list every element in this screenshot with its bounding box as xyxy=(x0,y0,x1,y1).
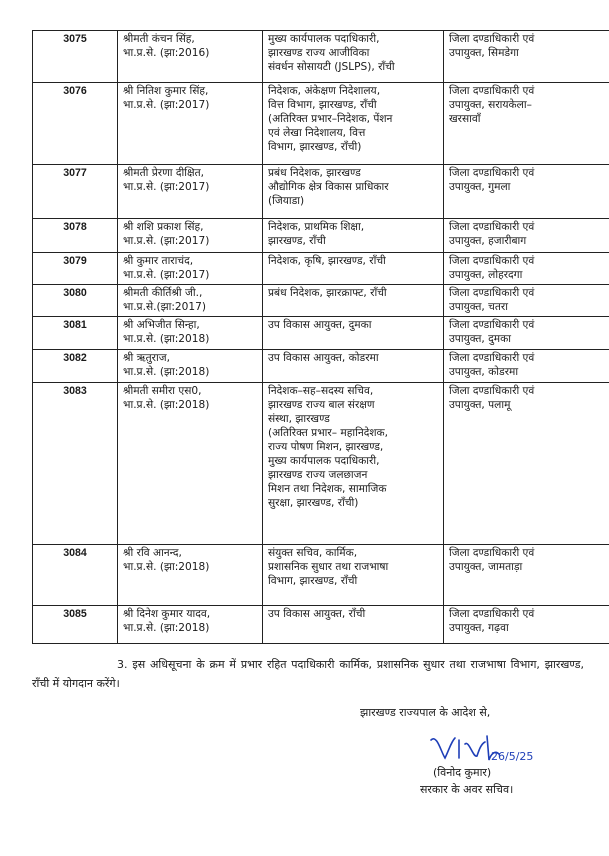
current-post-cell xyxy=(263,350,444,382)
table-row xyxy=(33,285,609,317)
new-posting: जिला दण्डाधिकारी एवं उपायुक्त, लोहरदगा xyxy=(449,255,535,282)
serial-number-cell xyxy=(33,83,118,165)
new-posting-cell xyxy=(444,605,609,643)
officer-name-cell xyxy=(118,350,263,382)
new-posting: जिला दण्डाधिकारी एवं उपायुक्त, गुमला xyxy=(449,167,535,194)
current-post-cell xyxy=(263,382,444,544)
officer-name: श्री शशि प्रकाश सिंह, भा.प्र.से. (झा:2017) xyxy=(123,221,210,248)
officer-name: श्री ऋतुराज, भा.प्र.से. (झा:2018) xyxy=(123,352,210,379)
new-posting-cell xyxy=(444,285,609,317)
paragraph-3: 3. इस अधिसूचना के क्रम में प्रभार रहित पदाधिकारी कार्मिक, प्रशासनिक सुधार तथा राजभाषा विभाग, झारखण्ड, राँची में योगदान करेंगे। xyxy=(32,658,584,690)
table-row xyxy=(33,544,609,605)
serial-number: 3081 xyxy=(63,319,87,332)
serial-number: 3079 xyxy=(63,255,87,267)
serial-number-cell xyxy=(33,165,118,219)
serial-number-cell xyxy=(33,285,118,317)
officer-name: श्री कुमार ताराचंद, भा.प्र.से. (झा:2017) xyxy=(123,255,210,282)
officer-name: श्री नितिश कुमार सिंह, भा.प्र.से. (झा:2017) xyxy=(123,85,210,112)
serial-number-cell xyxy=(33,317,118,350)
officer-name-cell xyxy=(118,253,263,285)
new-posting: जिला दण्डाधिकारी एवं उपायुक्त, गढ़वा xyxy=(449,607,535,634)
current-post: प्रबंध निदेशक, झारक्राफ्ट, राँची xyxy=(268,287,387,300)
signatory-name: (विनोद कुमार) xyxy=(433,766,492,779)
table-row xyxy=(33,83,609,165)
table-row xyxy=(33,317,609,350)
current-post: मुख्य कार्यपालक पदाधिकारी, झारखण्ड राज्य आजीविका संवर्धन सोसायटी (JSLPS), राँची xyxy=(268,33,395,74)
serial-number-cell xyxy=(33,219,118,253)
new-posting: जिला दण्डाधिकारी एवं उपायुक्त, पलामू xyxy=(449,384,535,411)
current-post-cell xyxy=(263,253,444,285)
new-posting-cell xyxy=(444,350,609,382)
serial-number-cell xyxy=(33,605,118,643)
serial-number: 3080 xyxy=(63,287,87,300)
transfer-table xyxy=(32,30,609,644)
serial-number: 3085 xyxy=(63,607,87,620)
new-posting-cell xyxy=(444,253,609,285)
officer-name-cell xyxy=(118,165,263,219)
current-post-cell xyxy=(263,544,444,605)
serial-number: 3078 xyxy=(63,221,87,233)
serial-number-cell xyxy=(33,253,118,285)
current-post: निदेशक, अंकेक्षण निदेशालय, वित्त विभाग, झारखण्ड, राँची (अतिरिक्त प्रभार–निदेशक, पेंशन एवं लेखा निदेशालय, वित्त विभाग, झारखण्ड, राँची) xyxy=(268,85,393,154)
signature-image xyxy=(425,730,545,768)
officer-name-cell xyxy=(118,317,263,350)
new-posting-cell xyxy=(444,165,609,219)
svg-text:26/5/25: 26/5/25 xyxy=(491,750,534,763)
current-post-cell xyxy=(263,31,444,83)
officer-name-cell xyxy=(118,544,263,605)
current-post: उप विकास आयुक्त, दुमका xyxy=(268,319,372,332)
new-posting-cell xyxy=(444,83,609,165)
table-row xyxy=(33,382,609,544)
current-post: संयुक्त सचिव, कार्मिक, प्रशासनिक सुधार तथा राजभाषा विभाग, झारखण्ड, राँची xyxy=(268,546,389,587)
governor-order-line: झारखण्ड राज्यपाल के आदेश से, xyxy=(360,706,491,719)
table-row xyxy=(33,165,609,219)
current-post-cell xyxy=(263,83,444,165)
new-posting-cell xyxy=(444,382,609,544)
officer-name: श्रीमती कीर्तिश्री जी., भा.प्र.से.(झा:2017) xyxy=(123,287,207,314)
new-posting: जिला दण्डाधिकारी एवं उपायुक्त, सिमडेगा xyxy=(449,33,535,60)
table-row xyxy=(33,31,609,83)
new-posting: जिला दण्डाधिकारी एवं उपायुक्त, सरायकेला– खरसावाँ xyxy=(449,85,535,126)
current-post: उप विकास आयुक्त, राँची xyxy=(268,607,366,620)
serial-number: 3084 xyxy=(63,546,87,559)
current-post-cell xyxy=(263,605,444,643)
officer-name-cell xyxy=(118,31,263,83)
new-posting-cell xyxy=(444,219,609,253)
officer-name-cell xyxy=(118,285,263,317)
serial-number: 3082 xyxy=(63,352,87,365)
current-post-cell xyxy=(263,165,444,219)
officer-name: श्रीमती समीरा एस0, भा.प्र.से. (झा:2018) xyxy=(123,384,210,411)
officer-name-cell xyxy=(118,605,263,643)
serial-number-cell xyxy=(33,31,118,83)
serial-number-cell xyxy=(33,350,118,382)
officer-name: श्री रवि आनन्द, भा.प्र.से. (झा:2018) xyxy=(123,546,210,573)
officer-name-cell xyxy=(118,83,263,165)
new-posting: जिला दण्डाधिकारी एवं उपायुक्त, जामताड़ा xyxy=(449,546,535,573)
table-row xyxy=(33,219,609,253)
serial-number: 3083 xyxy=(63,384,87,397)
serial-number: 3077 xyxy=(63,167,87,179)
new-posting-cell xyxy=(444,544,609,605)
new-posting: जिला दण्डाधिकारी एवं उपायुक्त, चतरा xyxy=(449,287,535,314)
officer-name: श्री दिनेश कुमार यादव, भा.प्र.से. (झा:2018) xyxy=(123,607,211,634)
current-post-cell xyxy=(263,285,444,317)
table-row xyxy=(33,605,609,643)
current-post-cell xyxy=(263,219,444,253)
serial-number: 3075 xyxy=(63,33,87,45)
new-posting: जिला दण्डाधिकारी एवं उपायुक्त, हजारीबाग xyxy=(449,221,535,248)
current-post: उप विकास आयुक्त, कोडरमा xyxy=(268,352,379,365)
new-posting: जिला दण्डाधिकारी एवं उपायुक्त, कोडरमा xyxy=(449,352,535,379)
table-row xyxy=(33,350,609,382)
current-post: निदेशक, कृषि, झारखण्ड, राँची xyxy=(268,255,386,267)
current-post: प्रबंध निदेशक, झारखण्ड औद्योगिक क्षेत्र विकास प्राधिकार (जियाडा) xyxy=(268,167,389,208)
serial-number-cell xyxy=(33,382,118,544)
current-post: निदेशक–सह–सदस्य सचिव, झारखण्ड राज्य बाल संरक्षण संस्था, झारखण्ड (अतिरिक्त प्रभार– महानिदेशक, राज्य पोषण मिशन, झारखण्ड, मुख्य कार्यपालक पदाधिकारी, झारखण्ड राज्य जलछाजन मिशन तथा निदेशक, सामाजिक सुरक्षा, झारखण्ड, राँची) xyxy=(268,384,389,510)
officer-name: श्री अभिजीत सिन्हा, भा.प्र.से. (झा:2018) xyxy=(123,319,210,346)
serial-number-cell xyxy=(33,544,118,605)
officer-name-cell xyxy=(118,382,263,544)
serial-number: 3076 xyxy=(63,85,87,97)
officer-name-cell xyxy=(118,219,263,253)
signatory-designation: सरकार के अवर सचिव। xyxy=(420,783,514,796)
new-posting-cell xyxy=(444,317,609,350)
officer-name: श्रीमती कंचन सिंह, भा.प्र.से. (झा:2016) xyxy=(123,33,210,60)
officer-name: श्रीमती प्रेरणा दीक्षित, भा.प्र.से. (झा:2017) xyxy=(123,167,210,194)
new-posting: जिला दण्डाधिकारी एवं उपायुक्त, दुमका xyxy=(449,319,535,346)
current-post: निदेशक, प्राथमिक शिक्षा, झारखण्ड, राँची xyxy=(268,221,365,248)
table-row xyxy=(33,253,609,285)
current-post-cell xyxy=(263,317,444,350)
new-posting-cell xyxy=(444,31,609,83)
